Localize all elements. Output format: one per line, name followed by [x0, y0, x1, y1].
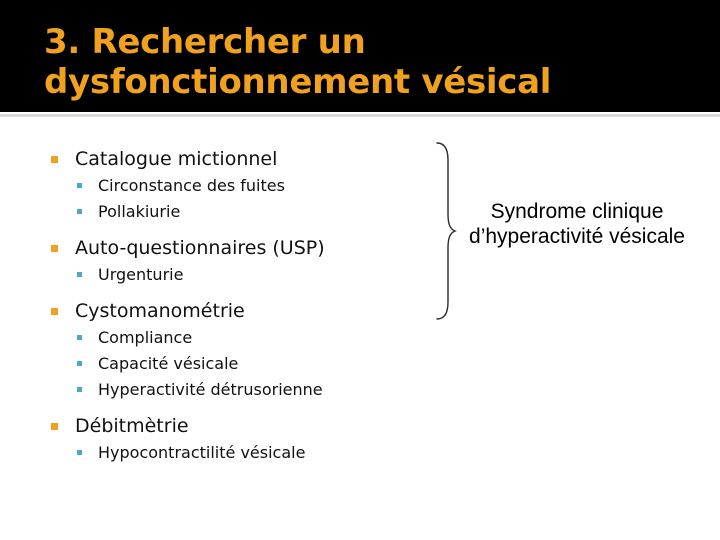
square-bullet-icon	[77, 209, 82, 214]
bullet-list	[48, 146, 428, 476]
square-bullet-icon	[51, 423, 58, 430]
bullet-label: Catalogue mictionnel	[75, 148, 278, 170]
square-bullet-icon	[77, 450, 82, 455]
sub-bullet-label: Hypocontractilité vésicale	[98, 443, 306, 462]
slide-title-line-1: 3. Rechercher un	[44, 22, 366, 62]
bullet-item	[48, 146, 428, 173]
sub-bullet-item	[48, 199, 428, 225]
sub-bullet-item	[48, 440, 428, 466]
title-bar	[0, 0, 720, 112]
square-bullet-icon	[77, 183, 82, 188]
sub-bullet-item	[48, 351, 428, 377]
square-bullet-icon	[77, 361, 82, 366]
brace-label-line-2: d’hyperactivité vésicale	[469, 225, 685, 248]
square-bullet-icon	[77, 387, 82, 392]
sub-bullet-label: Pollakiurie	[98, 202, 181, 221]
section-debitmetrie	[48, 413, 428, 466]
square-bullet-icon	[51, 245, 58, 252]
square-bullet-icon	[51, 308, 58, 315]
section-questionnaires	[48, 235, 428, 288]
sub-bullet-label: Compliance	[98, 328, 193, 347]
slide-title-line-2: dysfonctionnement vésical	[44, 62, 552, 102]
sub-bullet-label: Circonstance des fuites	[98, 176, 285, 195]
square-bullet-icon	[51, 156, 58, 163]
section-catalogue	[48, 146, 428, 225]
bullet-label: Débitmètrie	[75, 415, 189, 437]
bullet-item	[48, 298, 428, 325]
bullet-item	[48, 235, 428, 262]
bullet-label: Auto-questionnaires (USP)	[75, 237, 325, 259]
square-bullet-icon	[77, 272, 82, 277]
square-bullet-icon	[77, 335, 82, 340]
title-divider	[0, 114, 720, 117]
sub-bullet-item	[48, 173, 428, 199]
sub-bullet-label: Urgenturie	[98, 265, 184, 284]
bullet-item	[48, 413, 428, 440]
sub-bullet-item	[48, 377, 428, 403]
bullet-label: Cystomanométrie	[75, 300, 245, 322]
section-cystomanometrie	[48, 298, 428, 403]
brace-label	[452, 199, 702, 249]
sub-bullet-item	[48, 325, 428, 351]
brace-label-line-1: Syndrome clinique	[490, 200, 664, 223]
sub-bullet-label: Hyperactivité détrusorienne	[98, 380, 323, 399]
slide-title	[44, 22, 704, 102]
sub-bullet-item	[48, 262, 428, 288]
sub-bullet-label: Capacité vésicale	[98, 354, 239, 373]
